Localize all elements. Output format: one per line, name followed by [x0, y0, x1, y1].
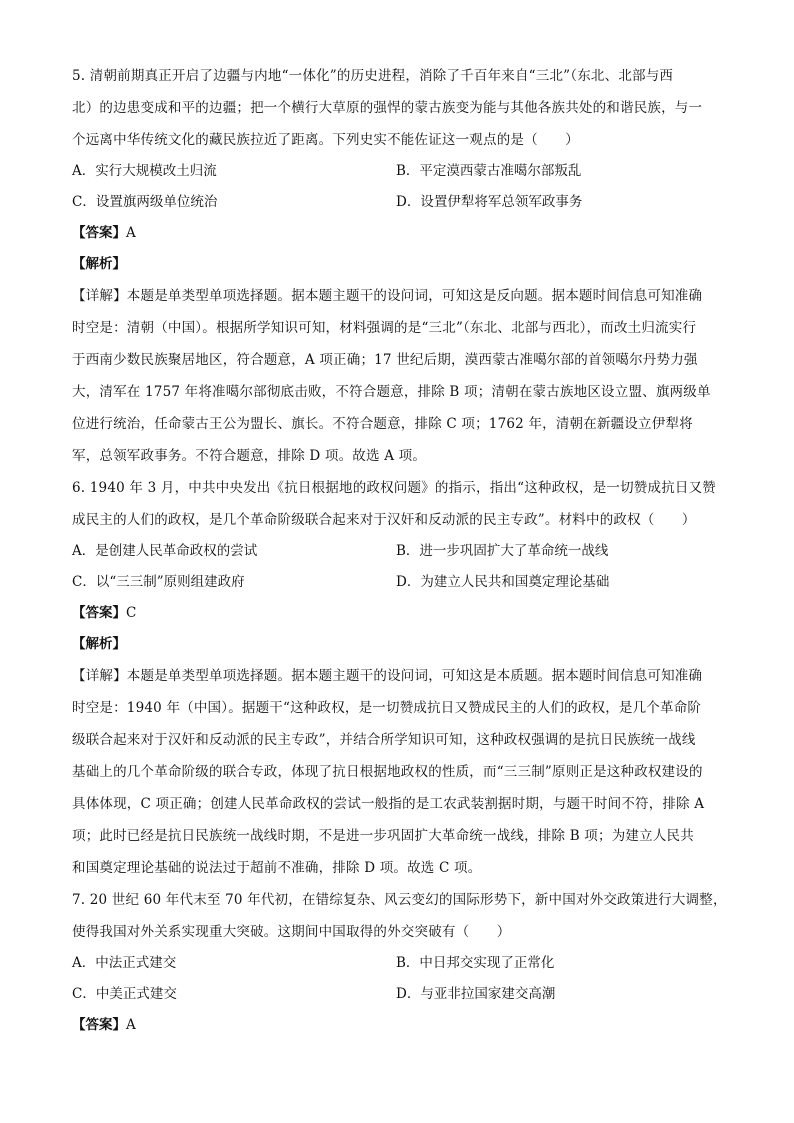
q6-stem-line-2: 成民主的人们的政权，是几个革命阶级联合起来对于汉奸和反动派的民主专政”。材料中的政权（ ） [72, 512, 696, 528]
q6-option-d: D．为建立人民共和国奠定理论基础 [396, 574, 610, 590]
q6-detail-line-6: 项；此时已经是抗日民族统一战线时期，不是进一步巩固扩大革命统一战线，排除 B 项；为建立人民共 [72, 828, 694, 844]
q5-detail-line-6: 军，总领军政事务。不符合题意，排除 D 项。故选 A 项。 [72, 448, 427, 464]
q6-detail-line-1: 【详解】本题是单类型单项选择题。据本题主题干的设问词，可知这是本质题。据本题时间信息可知准确 [72, 668, 703, 684]
q6-detail-line-5: 具体体现，C 项正确；创建人民革命政权的尝试一般指的是工农武装割据时期，与题干时间不符，排除 A [72, 796, 705, 812]
q5-answer-label: 【答案】 [72, 225, 126, 241]
q5-detail-line-1: 【详解】本题是单类型单项选择题。据本题主题干的设问词，可知这是反向题。据本题时间信息可知准确 [72, 288, 703, 304]
q7-stem-line-1: 7. 20 世纪 60 年代末至 70 年代初，在错综复杂、风云变幻的国际形势下，新中国对外交政策进行大调整， [72, 892, 727, 908]
q6-analysis-label: 【解析】 [72, 636, 126, 652]
q5-detail-line-4: 大，清军在 1757 年将准噶尔部彻底击败，不符合题意，排除 B 项；清朝在蒙古族地区设立盟、旗两级单 [72, 384, 711, 400]
q6-detail-line-2: 时空是：1940 年（中国）。据题干“这种政权，是一切赞成抗日又赞成民主的人们的政权，是几个革命阶 [72, 700, 702, 716]
q7-answer [72, 1015, 136, 1035]
q6-detail-line-3: 级联合起来对于汉奸和反动派的民主专政”，并结合所学知识可知，这种政权强调的是抗日民族统一战线 [72, 732, 696, 748]
q5-option-a: A．实行大规模改土归流 [72, 163, 217, 179]
q5-option-d: D．设置伊犁将军总领军政事务 [396, 194, 583, 210]
q6-option-c: C．以“三三制”原则组建政府 [72, 574, 245, 590]
q5-answer-value: A [126, 225, 136, 241]
q5-analysis-label: 【解析】 [72, 256, 126, 272]
q6-detail-line-4: 基础上的几个革命阶级的联合专政，体现了抗日根据地政权的性质，而“三三制”原则正是这种政权建设的 [72, 764, 703, 780]
q6-answer-label: 【答案】 [72, 605, 126, 621]
q7-answer-label: 【答案】 [72, 1017, 126, 1033]
q5-stem-line-1: 5. 清朝前期真正开启了边疆与内地“一体化”的历史进程，消除了千百年来自“三北”（东北、北部与西 [72, 68, 674, 84]
q6-option-b: B．进一步巩固扩大了革命统一战线 [396, 543, 609, 559]
q6-option-a: A．是创建人民革命政权的尝试 [72, 543, 258, 559]
q5-option-c: C．设置旗两级单位统治 [72, 194, 218, 210]
q7-stem-line-2: 使得我国对外关系实现重大突破。这期间中国取得的外交突破有（ ） [72, 924, 511, 940]
q5-stem-line-2: 北）的边患变成和平的边疆；把一个横行大草原的强悍的蒙古族变为能与其他各族共处的和谐民族，与一 [72, 100, 703, 116]
q5-detail-line-3: 于西南少数民族聚居地区，符合题意，A 项正确；17 世纪后期，漠西蒙古准噶尔部的首领噶尔丹势力强 [72, 352, 698, 368]
q5-detail-line-5: 位进行统治，任命蒙古王公为盟长、旗长。不符合题意，排除 C 项；1762 年，清朝在新疆设立伊犁将 [72, 416, 693, 432]
q5-answer [72, 223, 136, 243]
q5-option-b: B．平定漠西蒙古准噶尔部叛乱 [396, 163, 582, 179]
q7-option-b: B．中日邦交实现了正常化 [396, 955, 555, 971]
q7-option-c: C．中美正式建交 [72, 986, 177, 1002]
q6-stem-line-1: 6. 1940 年 3 月，中共中央发出《抗日根据地的政权问题》的指示，指出“这种政权，是一切赞成抗日又赞 [72, 480, 716, 496]
q7-answer-value: A [126, 1017, 136, 1033]
q6-answer-value: C [126, 605, 137, 621]
q6-answer [72, 603, 136, 623]
q7-option-d: D．与亚非拉国家建交高潮 [396, 986, 556, 1002]
q7-option-a: A．中法正式建交 [72, 955, 177, 971]
q5-detail-line-2: 时空是：清朝（中国）。根据所学知识可知，材料强调的是“三北”（东北、北部与西北），而改土归流实行 [72, 320, 697, 336]
q5-stem-line-3: 个远离中华传统文化的藏民族拉近了距离。下列史实不能佐证这一观点的是（ ） [72, 132, 579, 148]
q6-detail-line-7: 和国奠定理论基础的说法过于超前不准确，排除 D 项。故选 C 项。 [72, 860, 482, 876]
